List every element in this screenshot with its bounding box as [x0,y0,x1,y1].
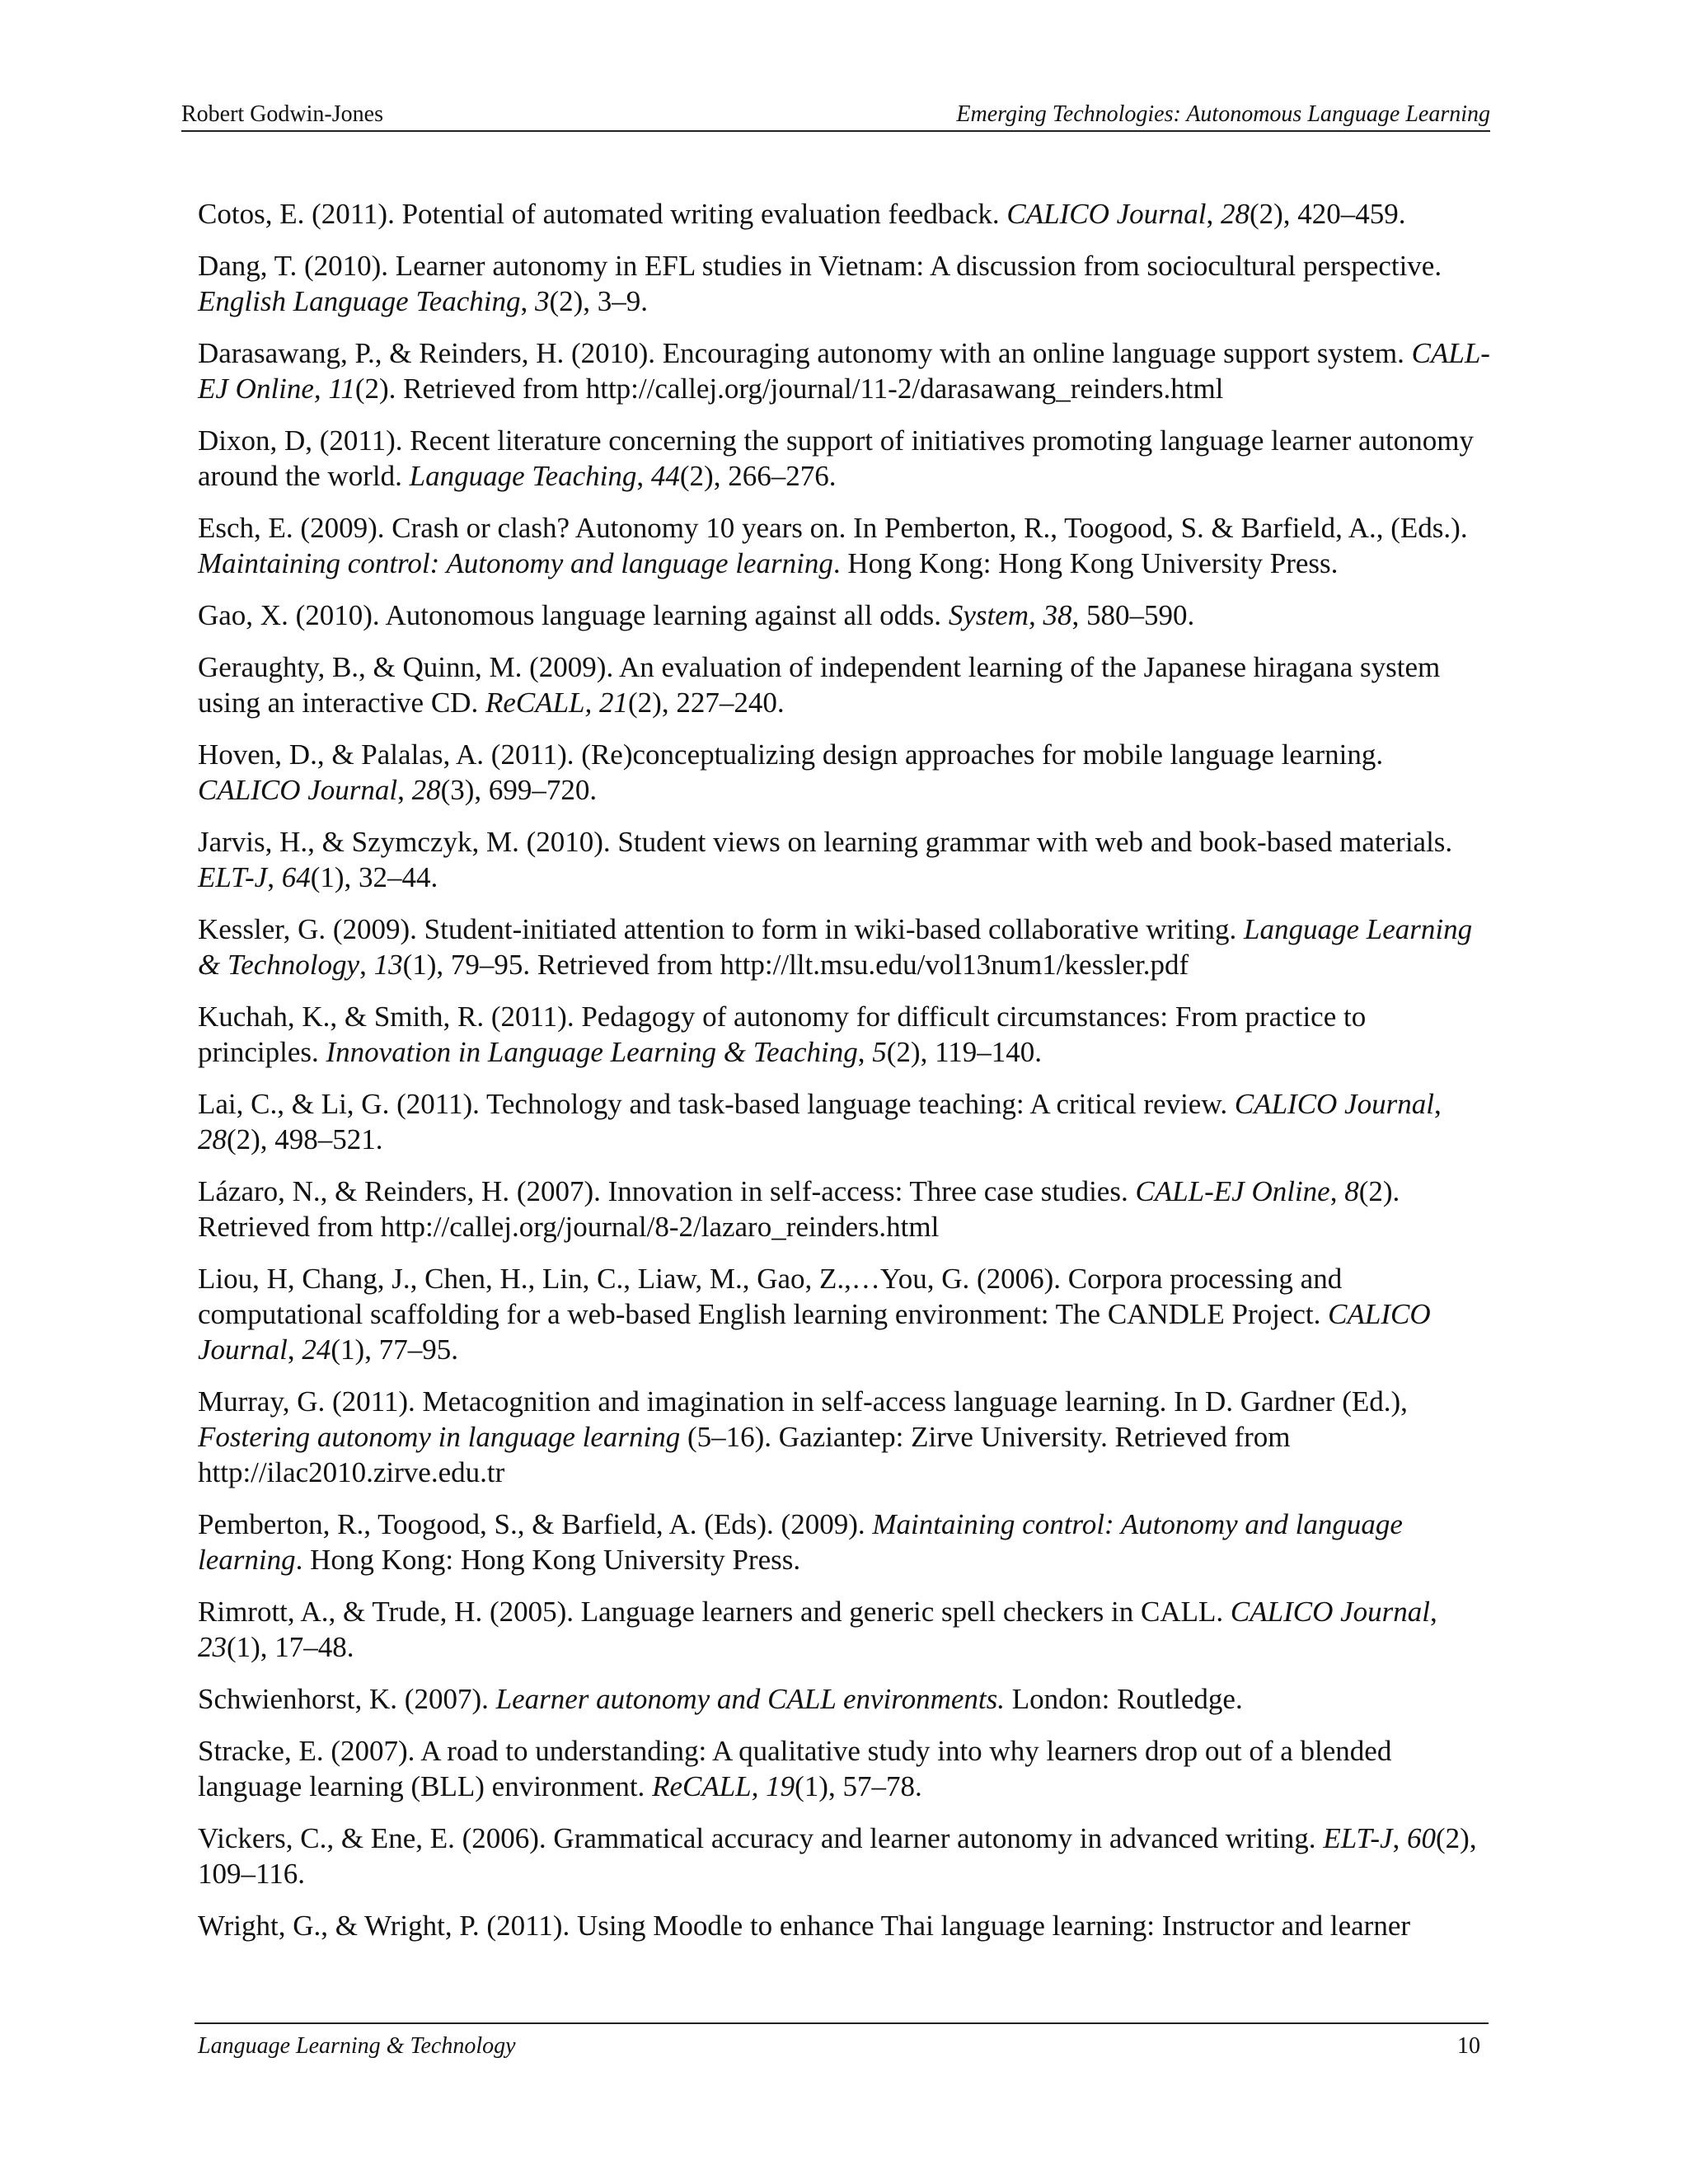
reference-text-segment: (1), 17–48. [227,1631,354,1663]
reference-text-segment: , [1206,198,1221,230]
reference-text-segment: Rimrott, A., & Trude, H. (2005). Language learners and generic spell checkers in CALL. [198,1596,1231,1628]
page-number: 10 [1457,2033,1480,2059]
header-author: Robert Godwin-Jones [181,101,383,127]
reference-entry [198,1681,1492,1717]
reference-italic-segment: CALICO Journal [1006,198,1207,230]
reference-entry [198,649,1492,720]
reference-italic-segment: 23 [198,1631,227,1663]
reference-text-segment: (2), 420–459. [1249,198,1406,230]
reference-text-segment: , [636,460,651,492]
reference-text-segment: (1), 57–78. [795,1770,922,1802]
reference-text-segment: Stracke, E. (2007). A road to understanding: A qualitative study into why learners drop out of a blended language learning (BLL) environment. [198,1735,1392,1802]
reference-entry [198,248,1492,319]
reference-italic-segment: 13 [373,949,403,981]
reference-italic-segment: Fostering autonomy in language learning [198,1421,681,1453]
reference-italic-segment: CALICO Journal [198,1298,1431,1366]
reference-text-segment: (1), 32–44. [310,861,438,893]
reference-text-segment: (5–16). Gaziantep: Zirve University. Retrieved from http://ilac2010.zirve.edu.tr [198,1421,1291,1488]
reference-entry [198,196,1492,232]
reference-entry [198,824,1492,895]
reference-italic-segment: CALL-EJ Online, 11 [198,337,1490,405]
reference-text-segment: Kessler, G. (2009). Student-initiated attention to form in wiki-based collaborative writing. [198,913,1245,945]
reference-italic-segment: System, 38 [948,599,1072,631]
reference-text-segment: Kuchah, K., & Smith, R. (2011). Pedagogy of autonomy for difficult circumstances: From practice to principles. [198,1001,1367,1068]
reference-text-segment: (2), 119–140. [886,1036,1043,1068]
reference-text-segment: , [857,1036,873,1068]
reference-text-segment: (1), 79–95. Retrieved from http://llt.msu.edu/vol13num1/kessler.pdf [402,949,1189,981]
reference-italic-segment: Language Teaching [409,460,637,492]
reference-text-segment: (2). Retrieved from http://callej.org/journal/11-2/darasawang_reinders.html [354,373,1224,405]
reference-italic-segment: ReCALL, 19 [652,1770,795,1802]
reference-entry [198,1384,1492,1490]
reference-italic-segment: 3 [535,285,550,317]
reference-text-segment: Geraughty, B., & Quinn, M. (2009). An evaluation of independent learning of the Japanese hiragana system using an interactive CD. [198,651,1441,719]
reference-italic-segment: CALL-EJ Online [1135,1175,1330,1207]
reference-text-segment: (3), 699–720. [440,774,598,806]
reference-text-segment: (2). Retrieved from http://callej.org/journal/8-2/lazaro_reinders.html [198,1175,1400,1243]
running-header [181,97,1490,132]
reference-list [198,196,1492,1960]
reference-entry [198,1086,1492,1157]
reference-text-segment: (2), 266–276. [679,460,837,492]
reference-italic-segment: Maintaining control: Autonomy and language learning [198,1508,1403,1576]
reference-text-segment: (2), 109–116. [198,1822,1477,1890]
reference-text-segment: Liou, H, Chang, J., Chen, H., Lin, C., Liaw, M., Gao, Z.,…You, G. (2006). Corpora processing and computational scaffolding for a web-based English learning environment: The CANDLE Project. [198,1263,1343,1330]
reference-text-segment: , 580–590. [1071,599,1195,631]
reference-italic-segment: Learner autonomy and CALL environments. [495,1683,1005,1715]
reference-text-segment: Lai, C., & Li, G. (2011). Technology and task-based language teaching: A critical review. [198,1088,1235,1120]
reference-italic-segment: 64 [281,861,311,893]
reference-text-segment: Esch, E. (2009). Crash or clash? Autonomy 10 years on. In Pemberton, R., Toogood, S. & Barfield, A., (Eds.). [198,512,1468,544]
reference-text-segment: Lázaro, N., & Reinders, H. (2007). Innovation in self-access: Three case studies. [198,1175,1136,1207]
reference-text-segment: , [520,285,535,317]
reference-text-segment: , [397,774,412,806]
reference-entry [198,1733,1492,1804]
reference-text-segment: Vickers, C., & Ene, E. (2006). Grammatical accuracy and learner autonomy in advanced writing. [198,1822,1324,1854]
reference-text-segment: Gao, X. (2010). Autonomous language learning against all odds. [198,599,949,631]
reference-italic-segment: 5 [872,1036,887,1068]
reference-italic-segment: Language Learning & Technology [198,913,1473,981]
reference-text-segment: , [359,949,374,981]
reference-text-segment: (2), 498–521. [227,1123,383,1155]
reference-text-segment: , [1329,1175,1345,1207]
reference-entry [198,1174,1492,1244]
reference-text-segment: (2), 227–240. [628,687,785,719]
reference-italic-segment: Innovation in Language Learning & Teaching [326,1036,858,1068]
reference-text-segment: , [287,1333,302,1366]
reference-entry [198,335,1492,406]
reference-text-segment: , [267,861,282,893]
reference-text-segment: , [1392,1822,1408,1854]
reference-text-segment: Hoven, D., & Palalas, A. (2011). (Re)conceptualizing design approaches for mobile language learning. [198,738,1384,771]
reference-entry [198,423,1492,494]
reference-text-segment: , [1430,1596,1437,1628]
reference-italic-segment: Maintaining control: Autonomy and language learning [198,547,833,579]
reference-entry [198,737,1492,808]
header-article-title: Emerging Technologies: Autonomous Language Learning [956,101,1490,127]
reference-text-segment: (2), 3–9. [549,285,649,317]
reference-italic-segment: ELT-J [1323,1822,1393,1854]
reference-text-segment: . Hong Kong: Hong Kong University Press. [295,1544,801,1576]
reference-italic-segment: 8 [1344,1175,1359,1207]
reference-italic-segment: CALICO Journal [1230,1596,1430,1628]
reference-entry [198,1908,1492,1943]
reference-text-segment: Dixon, D, (2011). Recent literature concerning the support of initiatives promoting language learner autonomy around the world. [198,424,1474,492]
reference-entry [198,1261,1492,1367]
reference-text-segment: Wright, G., & Wright, P. (2011). Using Moodle to enhance Thai language learning: Instructor and learner [198,1910,1411,1942]
reference-text-segment: London: Routledge. [1004,1683,1243,1715]
reference-entry [198,510,1492,581]
reference-text-segment: Jarvis, H., & Szymczyk, M. (2010). Student views on learning grammar with web and book-based materials. [198,826,1453,858]
reference-entry [198,912,1492,982]
reference-italic-segment: 24 [302,1333,331,1366]
reference-entry [198,1594,1492,1665]
reference-text-segment: Pemberton, R., Toogood, S., & Barfield, A. (Eds). (2009). [198,1508,873,1540]
reference-entry [198,999,1492,1070]
footer-journal-name: Language Learning & Technology [198,2033,516,2059]
reference-entry [198,598,1492,633]
reference-text-segment: Dang, T. (2010). Learner autonomy in EFL studies in Vietnam: A discussion from sociocultural perspective. [198,250,1442,282]
reference-italic-segment: ReCALL, 21 [485,687,629,719]
reference-italic-segment: 28 [198,1123,227,1155]
reference-italic-segment: ELT-J [198,861,268,893]
running-footer [195,2022,1489,2059]
reference-italic-segment: 60 [1407,1822,1437,1854]
reference-entry [198,1507,1492,1577]
reference-italic-segment: CALICO Journal [1234,1088,1434,1120]
reference-text-segment: Schwienhorst, K. (2007). [198,1683,496,1715]
reference-text-segment: Murray, G. (2011). Metacognition and imagination in self-access language learning. In D. Gardner (Ed.), [198,1385,1408,1418]
reference-entry [198,1821,1492,1891]
reference-text-segment: . Hong Kong: Hong Kong University Press. [832,547,1339,579]
reference-italic-segment: CALICO Journal [198,774,398,806]
reference-italic-segment: English Language Teaching [198,285,521,317]
reference-text-segment: Darasawang, P., & Reinders, H. (2010). Encouraging autonomy with an online language support system. [198,337,1412,369]
reference-text-segment: , [1433,1088,1442,1120]
reference-text-segment: (1), 77–95. [331,1333,458,1366]
reference-italic-segment: 28 [1220,198,1250,230]
reference-italic-segment: 44 [650,460,680,492]
reference-text-segment: Cotos, E. (2011). Potential of automated writing evaluation feedback. [198,198,1007,230]
reference-italic-segment: 28 [411,774,441,806]
